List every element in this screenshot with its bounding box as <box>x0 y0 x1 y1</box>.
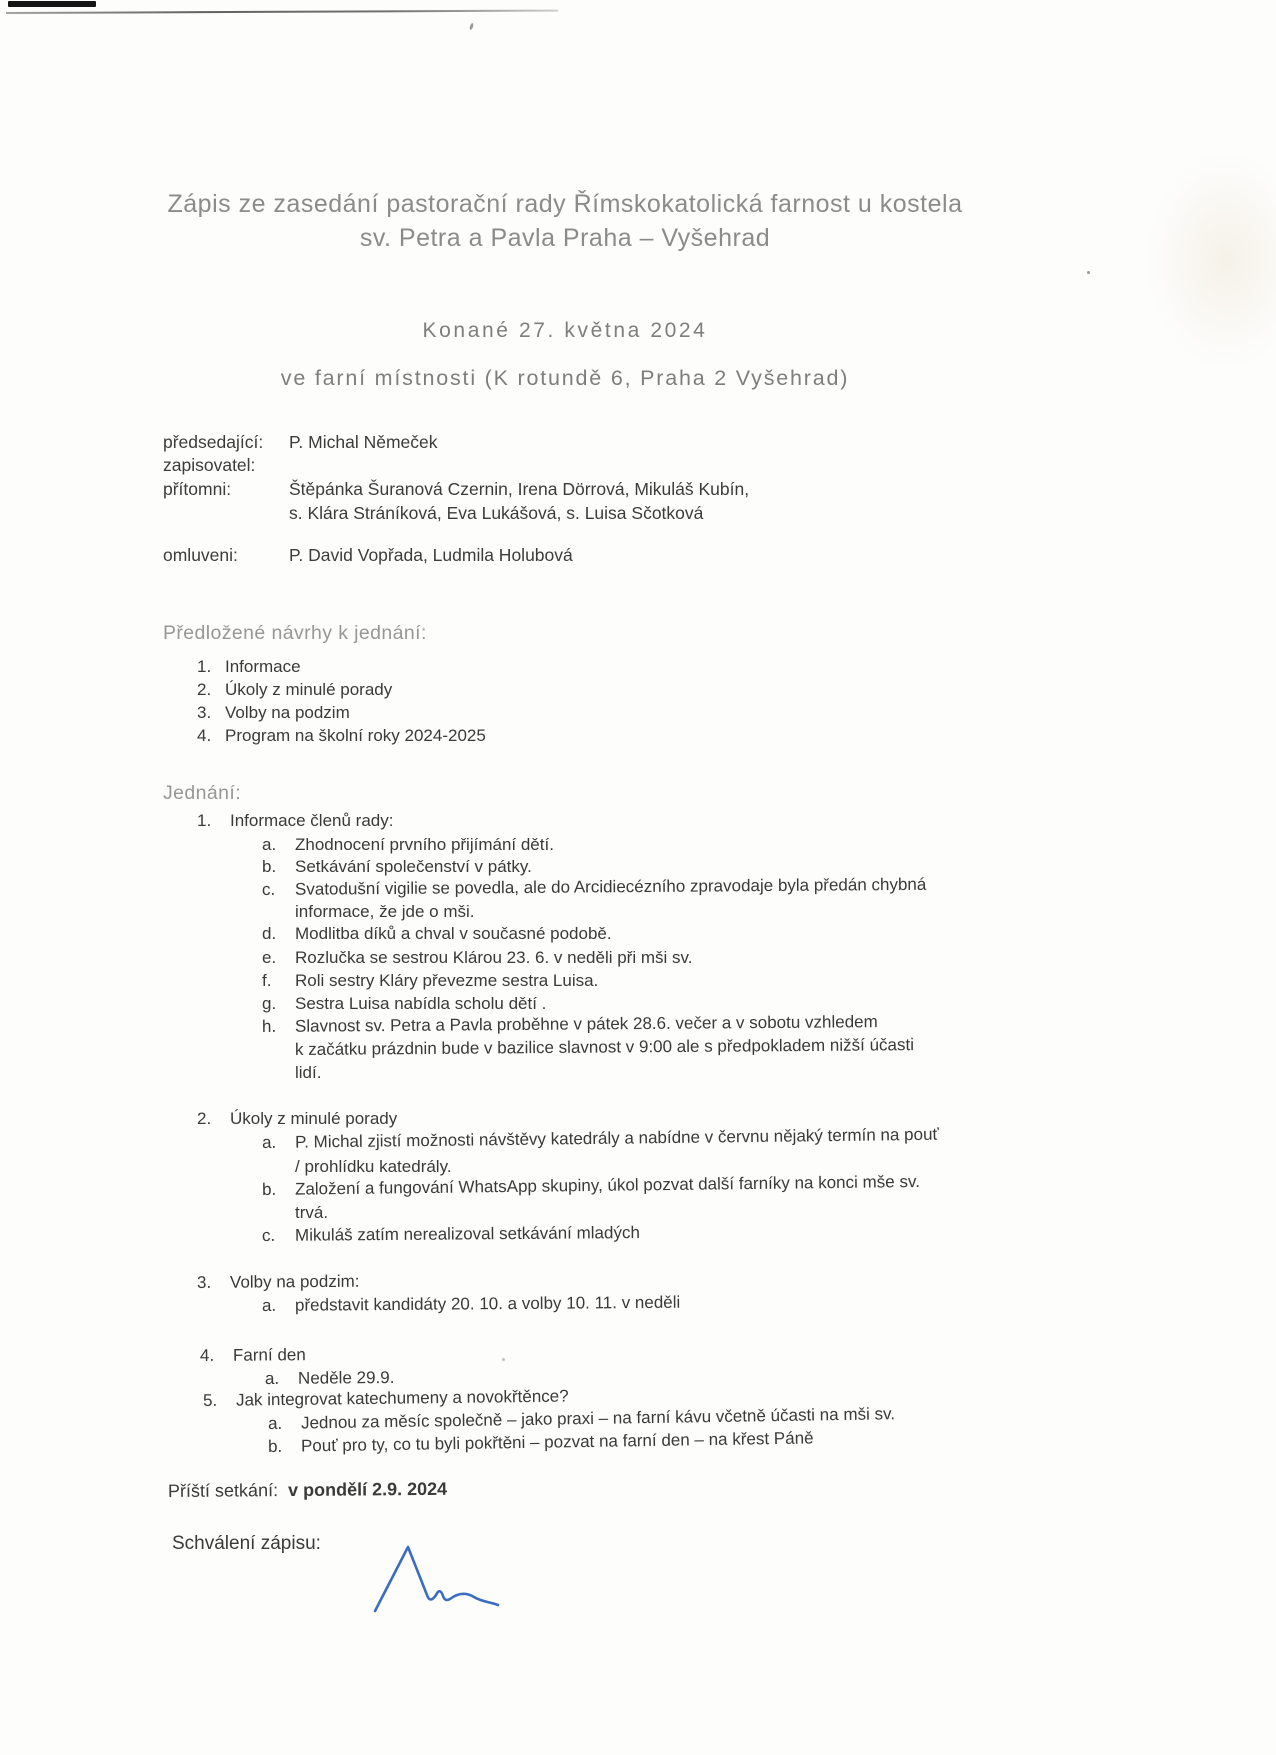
item-text: Setkávání společenství v pátky. <box>295 857 532 876</box>
section-title <box>197 1271 360 1293</box>
item-letter: a. <box>264 1368 280 1388</box>
item-text: představit kandidáty 20. 10. a volby 10. 11. v neděli <box>294 1292 681 1315</box>
minutes-item-continuation: lidí. <box>295 1063 322 1082</box>
item-letter: b. <box>267 1436 283 1456</box>
scan-speck <box>1087 271 1090 274</box>
section-title <box>203 1386 569 1411</box>
minutes-item-continuation: trvá. <box>295 1203 329 1222</box>
proposal-item <box>197 656 301 677</box>
excused-label: omluveni: <box>163 545 238 565</box>
item-letter: a. <box>267 1413 283 1433</box>
minutes-item <box>262 856 532 877</box>
item-letter: c. <box>261 879 276 899</box>
item-letter: b. <box>262 857 277 876</box>
proposals-heading: Předložené návrhy k jednání: <box>163 622 427 644</box>
document-title-line2: sv. Petra a Pavla Praha – Vyšehrad <box>359 224 771 252</box>
item-text: Mikuláš zatím nerealizoval setkávání mladých <box>294 1223 640 1245</box>
item-text: Roli sestry Kláry převezme sestra Luisa. <box>295 971 599 990</box>
item-text: Rozlučka se sestrou Klárou 23. 6. v neděli při mši sv. <box>295 948 693 967</box>
minutes-item <box>262 947 692 968</box>
item-text: Volby na podzim <box>225 703 350 722</box>
item-text: Zhodnocení prvního přijímání dětí. <box>295 835 554 854</box>
section-title-text: Úkoly z minulé porady <box>230 1109 398 1128</box>
minutes-item <box>262 874 926 900</box>
item-letter: c. <box>261 1225 276 1245</box>
item-text: Založení a fungování WhatsApp skupiny, úkol pozvat další farníky na konci mše sv. <box>294 1171 920 1199</box>
section-number: 2. <box>197 1109 212 1128</box>
section-number: 4. <box>199 1345 215 1365</box>
minutes-item <box>262 834 554 855</box>
proposal-item <box>197 725 486 746</box>
item-text: Neděle 29.9. <box>297 1367 395 1388</box>
item-text: Modlitba díků a chval v současné podobě. <box>295 924 612 943</box>
chair-value: P. Michal Němeček <box>289 432 438 452</box>
item-number: 1. <box>197 657 212 676</box>
item-letter: d. <box>262 924 277 943</box>
excused-value: P. David Vopřada, Ludmila Holubová <box>289 545 573 565</box>
section-title-text: Informace členů rady: <box>230 811 394 830</box>
minutes-heading: Jednání: <box>163 782 242 804</box>
minutes-item-continuation: k začátku prázdnin bude v bazilice slavnost v 9:00 ale s předpokladem nižší účasti <box>294 1035 915 1059</box>
scan-artifact-top-bar <box>8 1 96 7</box>
item-letter: g. <box>262 994 277 1013</box>
item-text: Sestra Luisa nabídla scholu dětí . <box>295 994 547 1013</box>
item-letter: h. <box>261 1016 277 1036</box>
item-number: 4. <box>197 726 212 745</box>
scan-speck <box>502 1358 505 1361</box>
item-letter: a. <box>262 835 277 854</box>
section-title-text: Jak integrovat katechumeny a novokřtěnce? <box>235 1386 569 1410</box>
scan-speck <box>469 23 474 31</box>
section-title <box>197 1108 397 1129</box>
item-number: 3. <box>197 703 212 722</box>
minutes-item-continuation: informace, že jde o mši. <box>295 902 475 921</box>
item-number: 2. <box>197 680 212 699</box>
item-letter: f. <box>262 971 272 990</box>
next-meeting-row <box>168 1479 447 1502</box>
next-meeting-value: v pondělí 2.9. 2024 <box>287 1478 448 1501</box>
next-meeting-label: Příští setkání: <box>167 1480 279 1501</box>
minutes-item <box>262 1222 640 1246</box>
item-letter: a. <box>261 1132 277 1152</box>
item-text: Úkoly z minulé porady <box>225 680 393 699</box>
minutes-item <box>262 923 612 944</box>
item-letter: e. <box>262 948 277 967</box>
meeting-date-line: Konané 27. května 2024 <box>422 319 708 342</box>
item-text: Slavnost sv. Petra a Pavla proběhne v pátek 28.6. večer a v sobotu vzhledem <box>294 1012 878 1036</box>
item-text: Pouť pro ty, co tu byli pokřtěni – pozvat na farní den – na křest Páně <box>300 1428 814 1456</box>
handwritten-signature <box>372 1541 502 1616</box>
chair-label: předsedající: <box>163 432 264 452</box>
proposal-item <box>197 702 350 723</box>
section-number: 5. <box>202 1390 218 1410</box>
present-value-line2: s. Klára Stráníková, Eva Lukášová, s. Luisa Sčotková <box>289 503 704 523</box>
minutes-item <box>265 1367 395 1389</box>
document-title-line1: Zápis ze zasedání pastorační rady Římskokatolická farnost u kostela <box>167 190 963 218</box>
item-text: Svatodušní vigilie se povedla, ale do Arcidiecézního zpravodaje byla předán chybná <box>294 874 927 899</box>
section-title-text: Volby na podzim: <box>229 1271 360 1292</box>
meeting-location-line: ve farní místnosti (K rotundě 6, Praha 2 Vyšehrad) <box>280 366 850 390</box>
item-text: Program na školní roky 2024-2025 <box>225 726 486 745</box>
section-title <box>200 1344 306 1366</box>
item-letter: a. <box>261 1295 277 1315</box>
item-text: Jednou za měsíc společně – jako praxi – na farní kávu včetně účasti na mši sv. <box>300 1404 896 1433</box>
secretary-label: zapisovatel: <box>163 455 256 475</box>
proposal-item <box>197 679 392 700</box>
scan-shading-blotch <box>1146 150 1276 370</box>
section-title <box>197 810 393 831</box>
present-label: přítomni: <box>163 479 232 499</box>
item-letter: b. <box>261 1179 277 1199</box>
minutes-item <box>262 1292 680 1316</box>
approval-label: Schválení zápisu: <box>172 1533 321 1554</box>
section-title-text: Farní den <box>232 1345 306 1365</box>
section-number: 1. <box>197 811 212 830</box>
minutes-item <box>262 970 598 991</box>
minutes-item-continuation: / prohlídku katedrály. <box>295 1157 452 1176</box>
present-value-line1: Štěpánka Šuranová Czernin, Irena Dörrová, Mikuláš Kubín, <box>289 479 750 499</box>
scan-artifact-top-line <box>6 10 558 14</box>
item-text: P. Michal zjistí možnosti návštěvy katedrály a nabídne v červnu nějaký termín na pouť <box>294 1124 939 1152</box>
minutes-item <box>262 993 546 1014</box>
minutes-item <box>262 1011 878 1037</box>
item-text: Informace <box>225 657 301 676</box>
section-number: 3. <box>196 1272 212 1292</box>
